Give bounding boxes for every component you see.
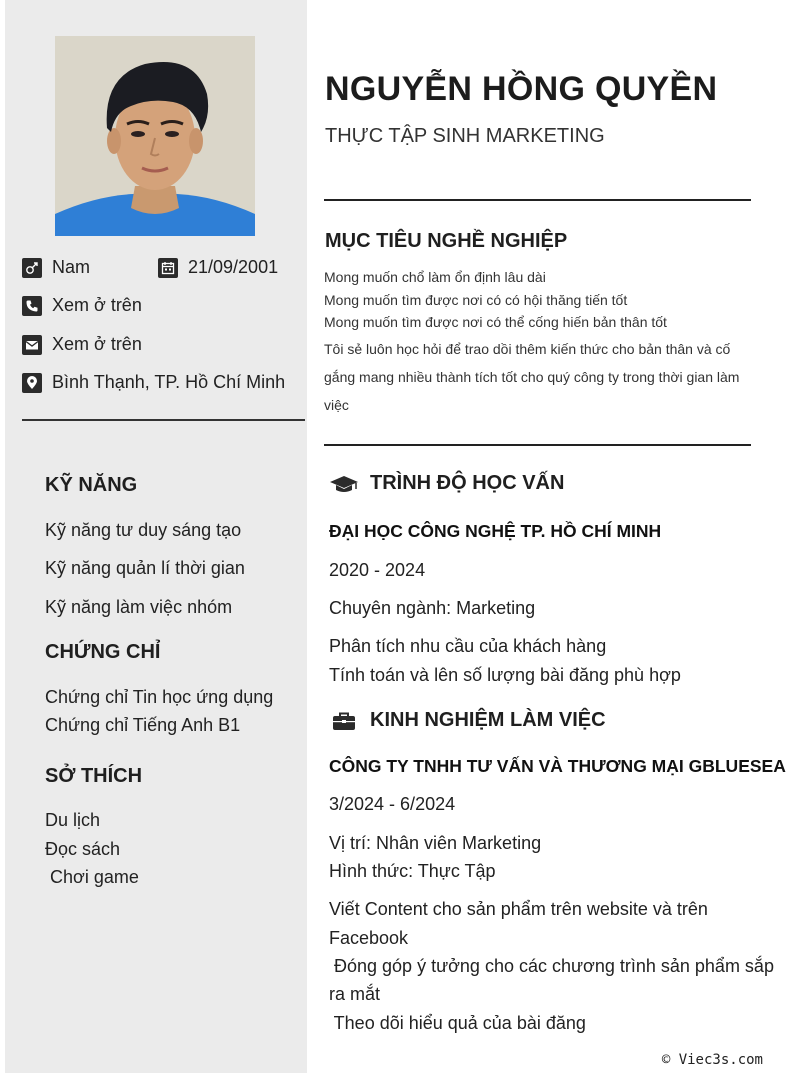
education-detail: Tính toán và lên số lượng bài đăng phù hợp xyxy=(329,665,681,685)
phone-text: Xem ở trên xyxy=(52,295,142,315)
email-row xyxy=(22,334,142,355)
objective-paragraph-line: Tôi sẻ luôn học hỏi để trao dồi thêm kiến thức cho bản thân và cố xyxy=(324,341,731,357)
experience-duty: Facebook xyxy=(329,928,409,948)
experience-title: KINH NGHIỆM LÀM VIỆC xyxy=(370,709,606,731)
objective-paragraph-line: việc xyxy=(324,397,349,413)
gender-text: Nam xyxy=(52,257,91,277)
calendar-icon xyxy=(158,258,178,278)
certificate-item: Chứng chỉ Tiếng Anh B1 xyxy=(45,715,241,735)
candidate-name: NGUYỄN HỒNG QUYỀN xyxy=(325,70,718,108)
objective-line: Mong muốn tìm được nơi có có hội thăng tiến tốt xyxy=(324,292,628,308)
company-name: CÔNG TY TNHH TƯ VẤN VÀ THƯƠNG MẠI GBLUESEA xyxy=(329,756,786,776)
address-row xyxy=(22,372,285,393)
phone-icon xyxy=(22,296,42,316)
phone-row xyxy=(22,295,142,316)
education-major: Chuyên ngành: Marketing xyxy=(329,598,536,618)
experience-header xyxy=(329,709,606,732)
gender-row xyxy=(22,257,90,278)
experience-type: Hình thức: Thực Tập xyxy=(329,861,496,881)
experience-period: 3/2024 - 6/2024 xyxy=(329,794,456,814)
experience-duty: Viết Content cho sản phẩm trên website và trên xyxy=(329,899,708,919)
education-header xyxy=(329,472,564,495)
experience-duty: ra mắt xyxy=(329,984,381,1004)
experience-position: Vị trí: Nhân viên Marketing xyxy=(329,833,542,853)
birthdate-text: 21/09/2001 xyxy=(188,257,279,277)
birthdate-row xyxy=(158,257,278,278)
objective-paragraph-line: gắng mang nhiều thành tích tốt cho quý công ty trong thời gian làm xyxy=(324,369,740,385)
education-detail: Phân tích nhu cầu của khách hàng xyxy=(329,636,607,656)
skill-item: Kỹ năng tư duy sáng tạo xyxy=(45,520,242,540)
profile-photo xyxy=(55,36,255,236)
graduation-cap-icon xyxy=(329,473,359,495)
envelope-icon xyxy=(22,335,42,355)
certificate-item: Chứng chỉ Tin học ứng dụng xyxy=(45,687,274,707)
hobby-item: Chơi game xyxy=(45,867,139,887)
school-name: ĐẠI HỌC CÔNG NGHỆ TP. HỒ CHÍ MINH xyxy=(329,521,662,541)
footer-credit: © Viec3s.com xyxy=(661,1052,763,1068)
hobby-item: Du lịch xyxy=(45,810,101,830)
skills-title: KỸ NĂNG xyxy=(45,474,138,496)
divider xyxy=(324,199,751,201)
skill-item: Kỹ năng làm việc nhóm xyxy=(45,597,233,617)
education-period: 2020 - 2024 xyxy=(329,560,426,580)
hobbies-title: SỞ THÍCH xyxy=(45,765,143,787)
location-pin-icon xyxy=(22,373,42,393)
job-title: THỰC TẬP SINH MARKETING xyxy=(325,125,605,147)
experience-duty: Theo dõi hiểu quả của bài đăng xyxy=(329,1013,586,1033)
email-text: Xem ở trên xyxy=(52,334,142,354)
experience-duty: Đóng góp ý tưởng cho các chương trình sản phẩm sắp xyxy=(329,956,774,976)
divider xyxy=(324,444,751,446)
skill-item: Kỹ năng quản lí thời gian xyxy=(45,558,245,578)
sidebar-divider xyxy=(22,419,305,421)
education-title: TRÌNH ĐỘ HỌC VẤN xyxy=(370,472,565,494)
objective-line: Mong muốn chổ làm ổn định lâu dài xyxy=(324,269,546,285)
certificates-title: CHỨNG CHỈ xyxy=(45,641,161,663)
hobby-item: Đọc sách xyxy=(45,839,121,859)
objective-title: MỤC TIÊU NGHỀ NGHIỆP xyxy=(325,230,568,252)
address-text: Bình Thạnh, TP. Hồ Chí Minh xyxy=(52,372,286,392)
briefcase-icon xyxy=(329,710,359,732)
gender-icon xyxy=(22,258,42,278)
objective-line: Mong muốn tìm được nơi có thể cống hiến bản thân tốt xyxy=(324,314,667,330)
